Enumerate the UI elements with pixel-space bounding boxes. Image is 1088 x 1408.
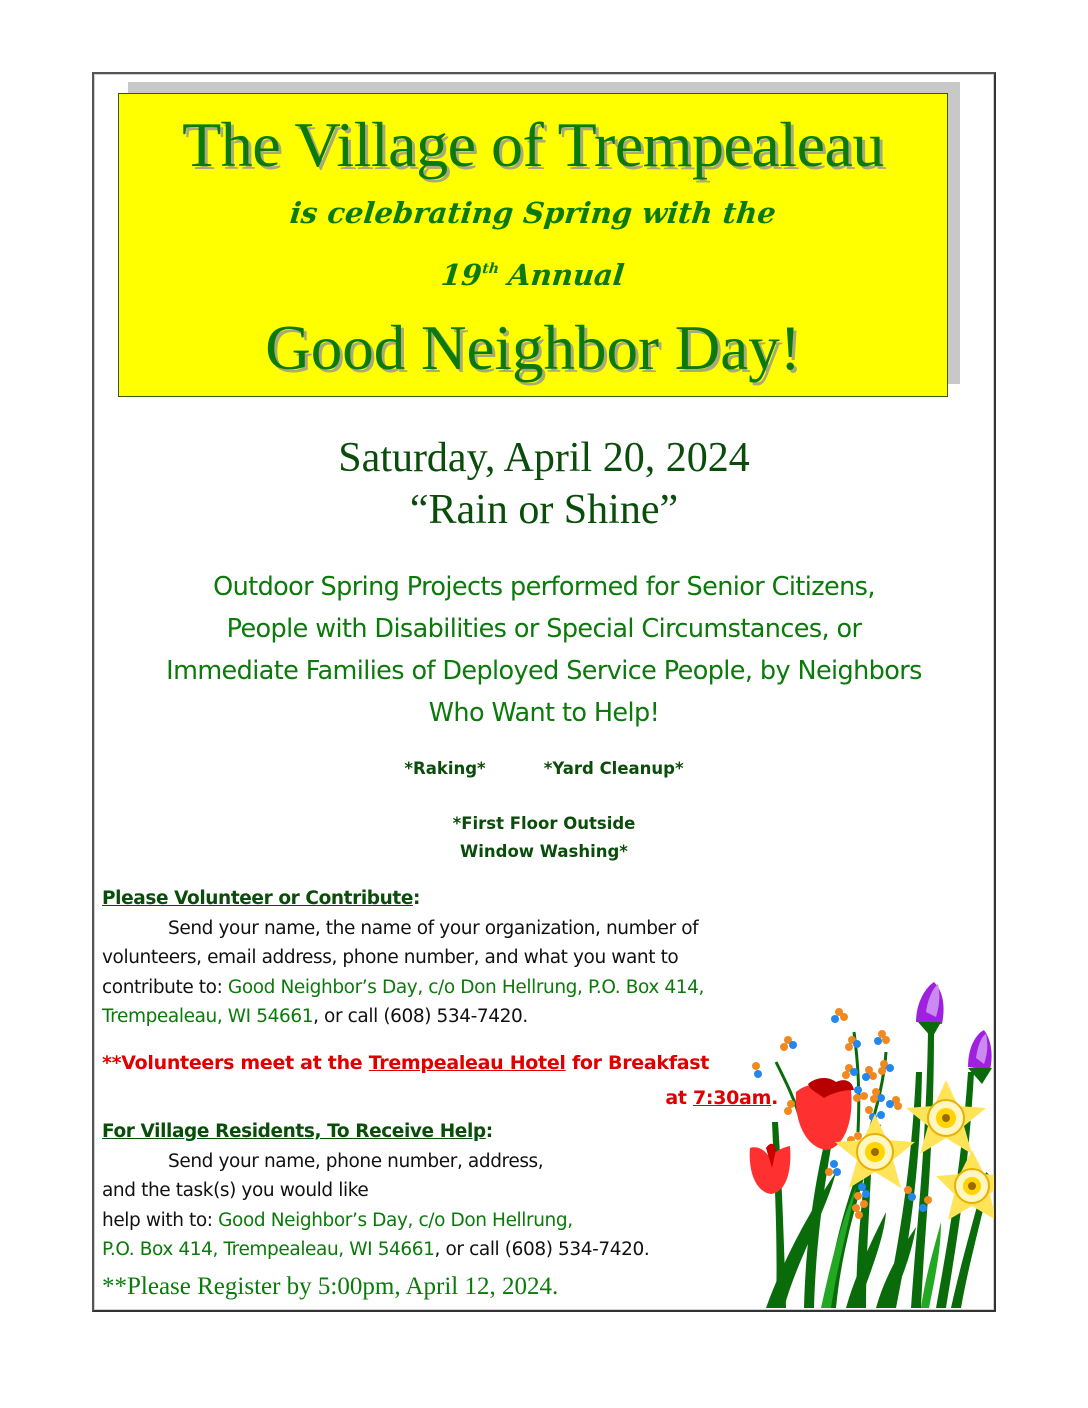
volunteer-meeting-note: [102, 1046, 778, 1116]
heading-colon: :: [412, 888, 420, 909]
meeting-location: Trempealeau Hotel: [368, 1052, 566, 1074]
volunteer-section: [102, 884, 704, 1032]
banner-title: The Village of Trempealeau: [182, 109, 884, 180]
meeting-text: for Breakfast: [565, 1052, 710, 1074]
mailing-address: P.O. Box 414, Trempealeau, WI 54661: [102, 1239, 435, 1260]
description-line: People with Disabilities or Special Circumstances, or: [226, 614, 862, 644]
phone-number: , or call (608) 534-7420.: [313, 1006, 528, 1027]
anniversary-label: Annual: [496, 258, 626, 292]
event-name: Good Neighbor Day!: [265, 313, 801, 383]
mailing-address: Good Neighbor’s Day, c/o Don Hellrung,: [218, 1209, 573, 1231]
task-line: Window Washing*: [460, 842, 628, 861]
residents-text: Send your name, phone number, address,: [168, 1150, 544, 1172]
event-description: [92, 566, 996, 734]
spring-flowers-icon: [736, 972, 994, 1308]
task-line: *First Floor Outside: [452, 814, 636, 833]
task-list: [92, 759, 996, 778]
mailing-address: Trempealeau, WI 54661: [102, 1006, 314, 1027]
volunteer-text: volunteers, email address, phone number, and what you want to: [102, 947, 679, 968]
heading-colon: :: [485, 1121, 493, 1142]
anniversary-suffix: th: [481, 261, 500, 277]
task-window-washing: [92, 810, 996, 866]
weather-note: “Rain or Shine”: [409, 487, 679, 533]
banner-subtitle: is celebrating Spring with the: [288, 196, 778, 230]
banner-anniversary: [117, 252, 949, 292]
meeting-time: 7:30am: [693, 1087, 772, 1109]
event-date: Saturday, April 20, 2024: [338, 435, 750, 481]
phone-number: , or call (608) 534-7420.: [434, 1239, 650, 1260]
residents-text: and the task(s) you would like: [102, 1180, 369, 1201]
meeting-text: .: [771, 1087, 778, 1109]
task-raking: *Raking*: [404, 759, 486, 778]
meeting-text: at: [665, 1087, 693, 1109]
title-banner: [118, 93, 948, 397]
residents-heading: For Village Residents, To Receive Help: [102, 1121, 486, 1142]
volunteer-text: Send your name, the name of your organization, number of: [168, 917, 699, 939]
volunteer-heading: Please Volunteer or Contribute: [102, 888, 413, 909]
task-yard-cleanup: *Yard Cleanup*: [543, 759, 684, 778]
description-line: Outdoor Spring Projects performed for Senior Citizens,: [213, 572, 875, 602]
meeting-text: **Volunteers meet at the: [102, 1052, 369, 1074]
residents-text: help with to:: [102, 1209, 219, 1231]
mailing-address: Good Neighbor’s Day, c/o Don Hellrung, P.O. Box 414,: [227, 976, 704, 998]
residents-section: [102, 1117, 649, 1265]
registration-deadline: **Please Register by 5:00pm, April 12, 2024.: [102, 1273, 559, 1300]
description-line: Who Want to Help!: [428, 698, 660, 728]
volunteer-text: contribute to:: [102, 976, 228, 998]
anniversary-number: 19: [439, 258, 484, 292]
description-line: Immediate Families of Deployed Service People, by Neighbors: [166, 656, 922, 686]
